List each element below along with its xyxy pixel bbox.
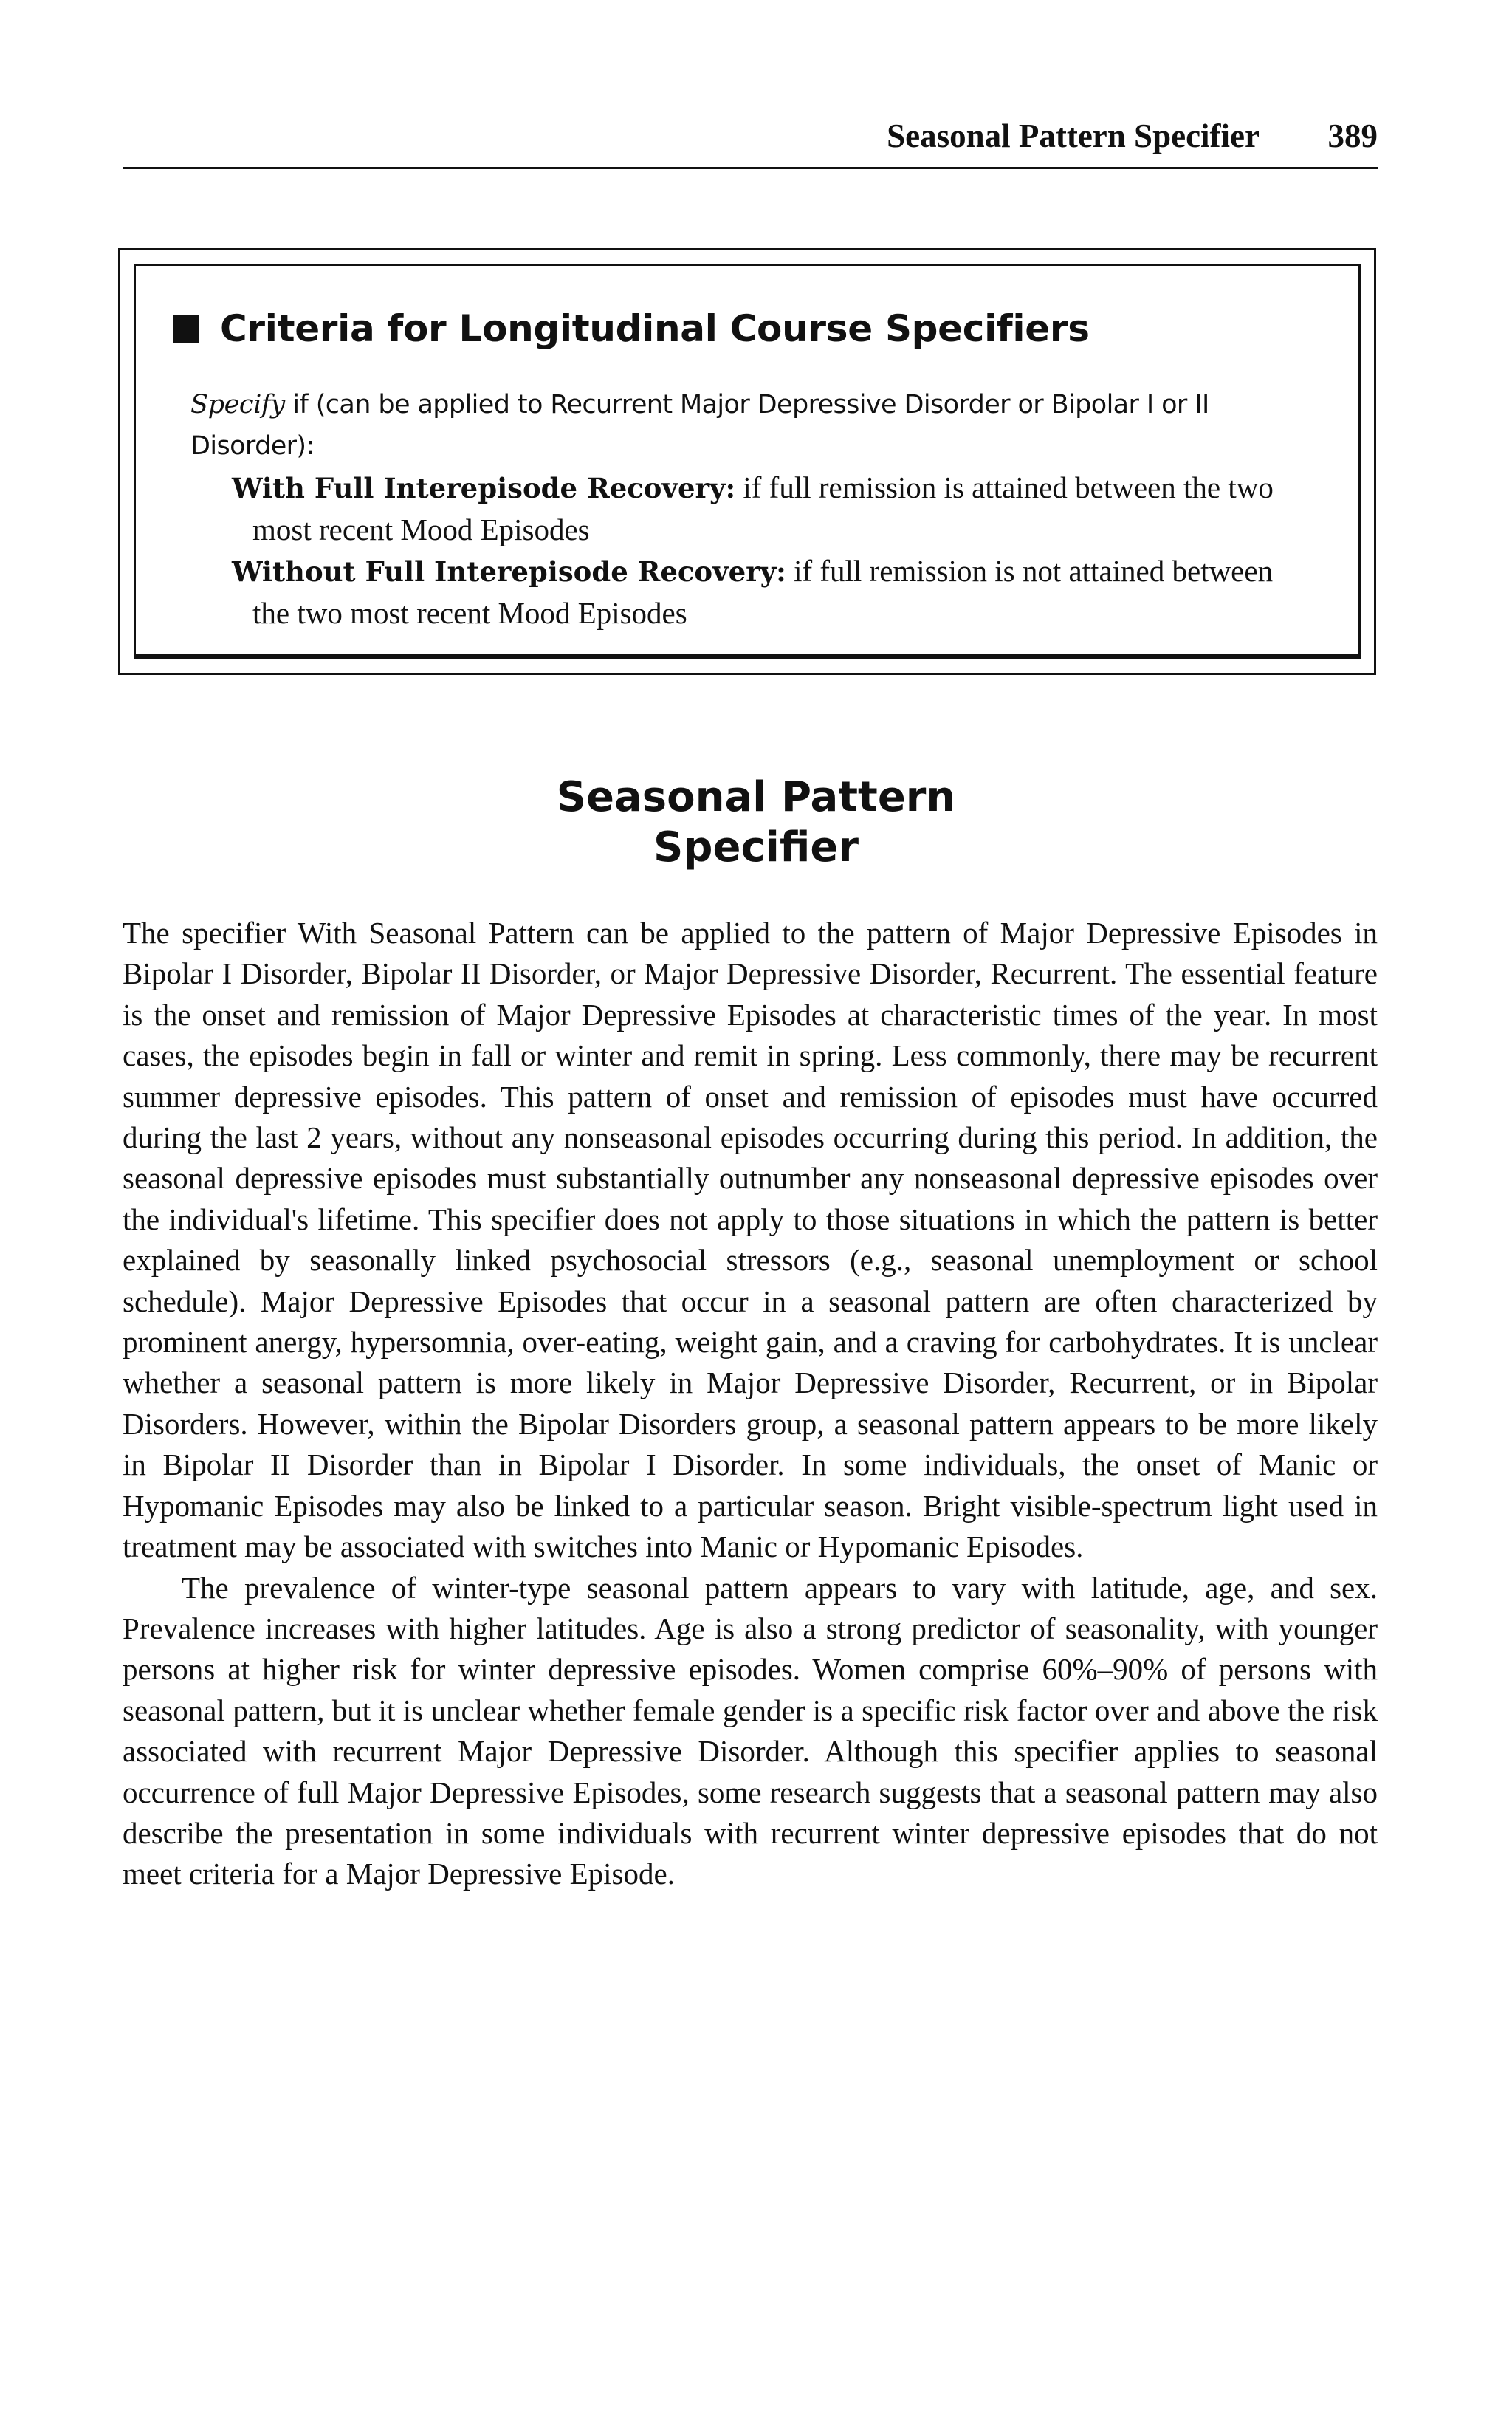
criteria-inner-frame (134, 264, 1361, 659)
section-title-line: Seasonal Pattern (556, 773, 956, 821)
page-number: 389 (1327, 117, 1378, 154)
square-bullet-icon (173, 315, 199, 343)
specify-text: if (can be applied to Recurrent Major Depressive Disorder or Bipolar I or II Disorder): (190, 390, 1209, 461)
specifier-label: With Full Interepisode Recovery: (232, 472, 736, 504)
specify-instruction (190, 384, 1298, 467)
specifier-description: if full remission is attained between the two most recent Mood Episodes (252, 470, 1274, 546)
section-body (123, 913, 1378, 1895)
specifier-label: Without Full Interepisode Recovery: (232, 555, 786, 588)
running-header (123, 111, 1378, 170)
criteria-body (190, 384, 1298, 634)
specify-word: Specify (190, 390, 285, 419)
header-rule (123, 167, 1378, 169)
running-header-title: Seasonal Pattern Specifier (887, 117, 1260, 154)
section-title-line: Specifier (653, 823, 859, 871)
body-paragraph: The specifier With Seasonal Pattern can be applied to the pattern of Major Depressive Episodes in Bipolar I Disorder, Bipolar II Disorder, or Major Depressive Disorder, Recurrent. The essential feature is the onset and remission of Major Depressive Episodes at characteristic times of the year. In most cases, the episodes begin in fall or winter and remit in spring. Less commonly, there may be recurrent summer depressive episodes. This pattern of onset and remission of episodes must have occurred during the last 2 years, without any nonseasonal episodes occurring during this period. In addition, the seasonal depressive episodes must substantially outnumber any nonseasonal depressive episodes over the individual's lifetime. This specifier does not apply to those situations in which the pattern is better explained by seasonally linked psychosocial stressors (e.g., seasonal unemployment or school schedule). Major Depressive Episodes that occur in a seasonal pattern are often characterized by prominent anergy, hypersomnia, over-eating, weight gain, and a craving for carbohydrates. It is unclear whether a seasonal pattern is more likely in Major Depressive Disorder, Recurrent, or in Bipolar Disorders. However, within the Bipolar Disorders group, a seasonal pattern appears to be more likely in Bipolar II Disorder than in Bipolar I Disorder. In some individuals, the onset of Manic or Hypomanic Episodes may also be linked to a particular season. Bright visible-spectrum light used in treatment may be associated with switches into Manic or Hypomanic Episodes. (123, 916, 1378, 1564)
criteria-box (118, 248, 1376, 675)
specifier-item (232, 550, 1298, 634)
specifier-item (232, 467, 1298, 550)
body-paragraph: The prevalence of winter-type seasonal pattern appears to vary with latitude, age, and sex. Prevalence increases with higher latitudes. Age is also a strong predictor of seasonality, with younger persons at higher risk for winter depressive episodes. Women comprise 60%–90% of persons with seasonal pattern, but it is unclear whether female gender is a specific risk factor over and above the risk associated with recurrent Major Depressive Disorder. Although this specifier applies to seasonal occurrence of full Major Depressive Episodes, some research suggests that a seasonal pattern may also describe the presentation in some individuals with recurrent winter depressive episodes that do not meet criteria for a Major Depressive Episode. (123, 1570, 1378, 1891)
section-title (0, 772, 1512, 873)
criteria-heading (173, 307, 1090, 350)
specifier-description: if full remission is not attained between the two most recent Mood Episodes (252, 554, 1274, 630)
criteria-heading-text: Criteria for Longitudinal Course Specifiers (220, 307, 1090, 350)
